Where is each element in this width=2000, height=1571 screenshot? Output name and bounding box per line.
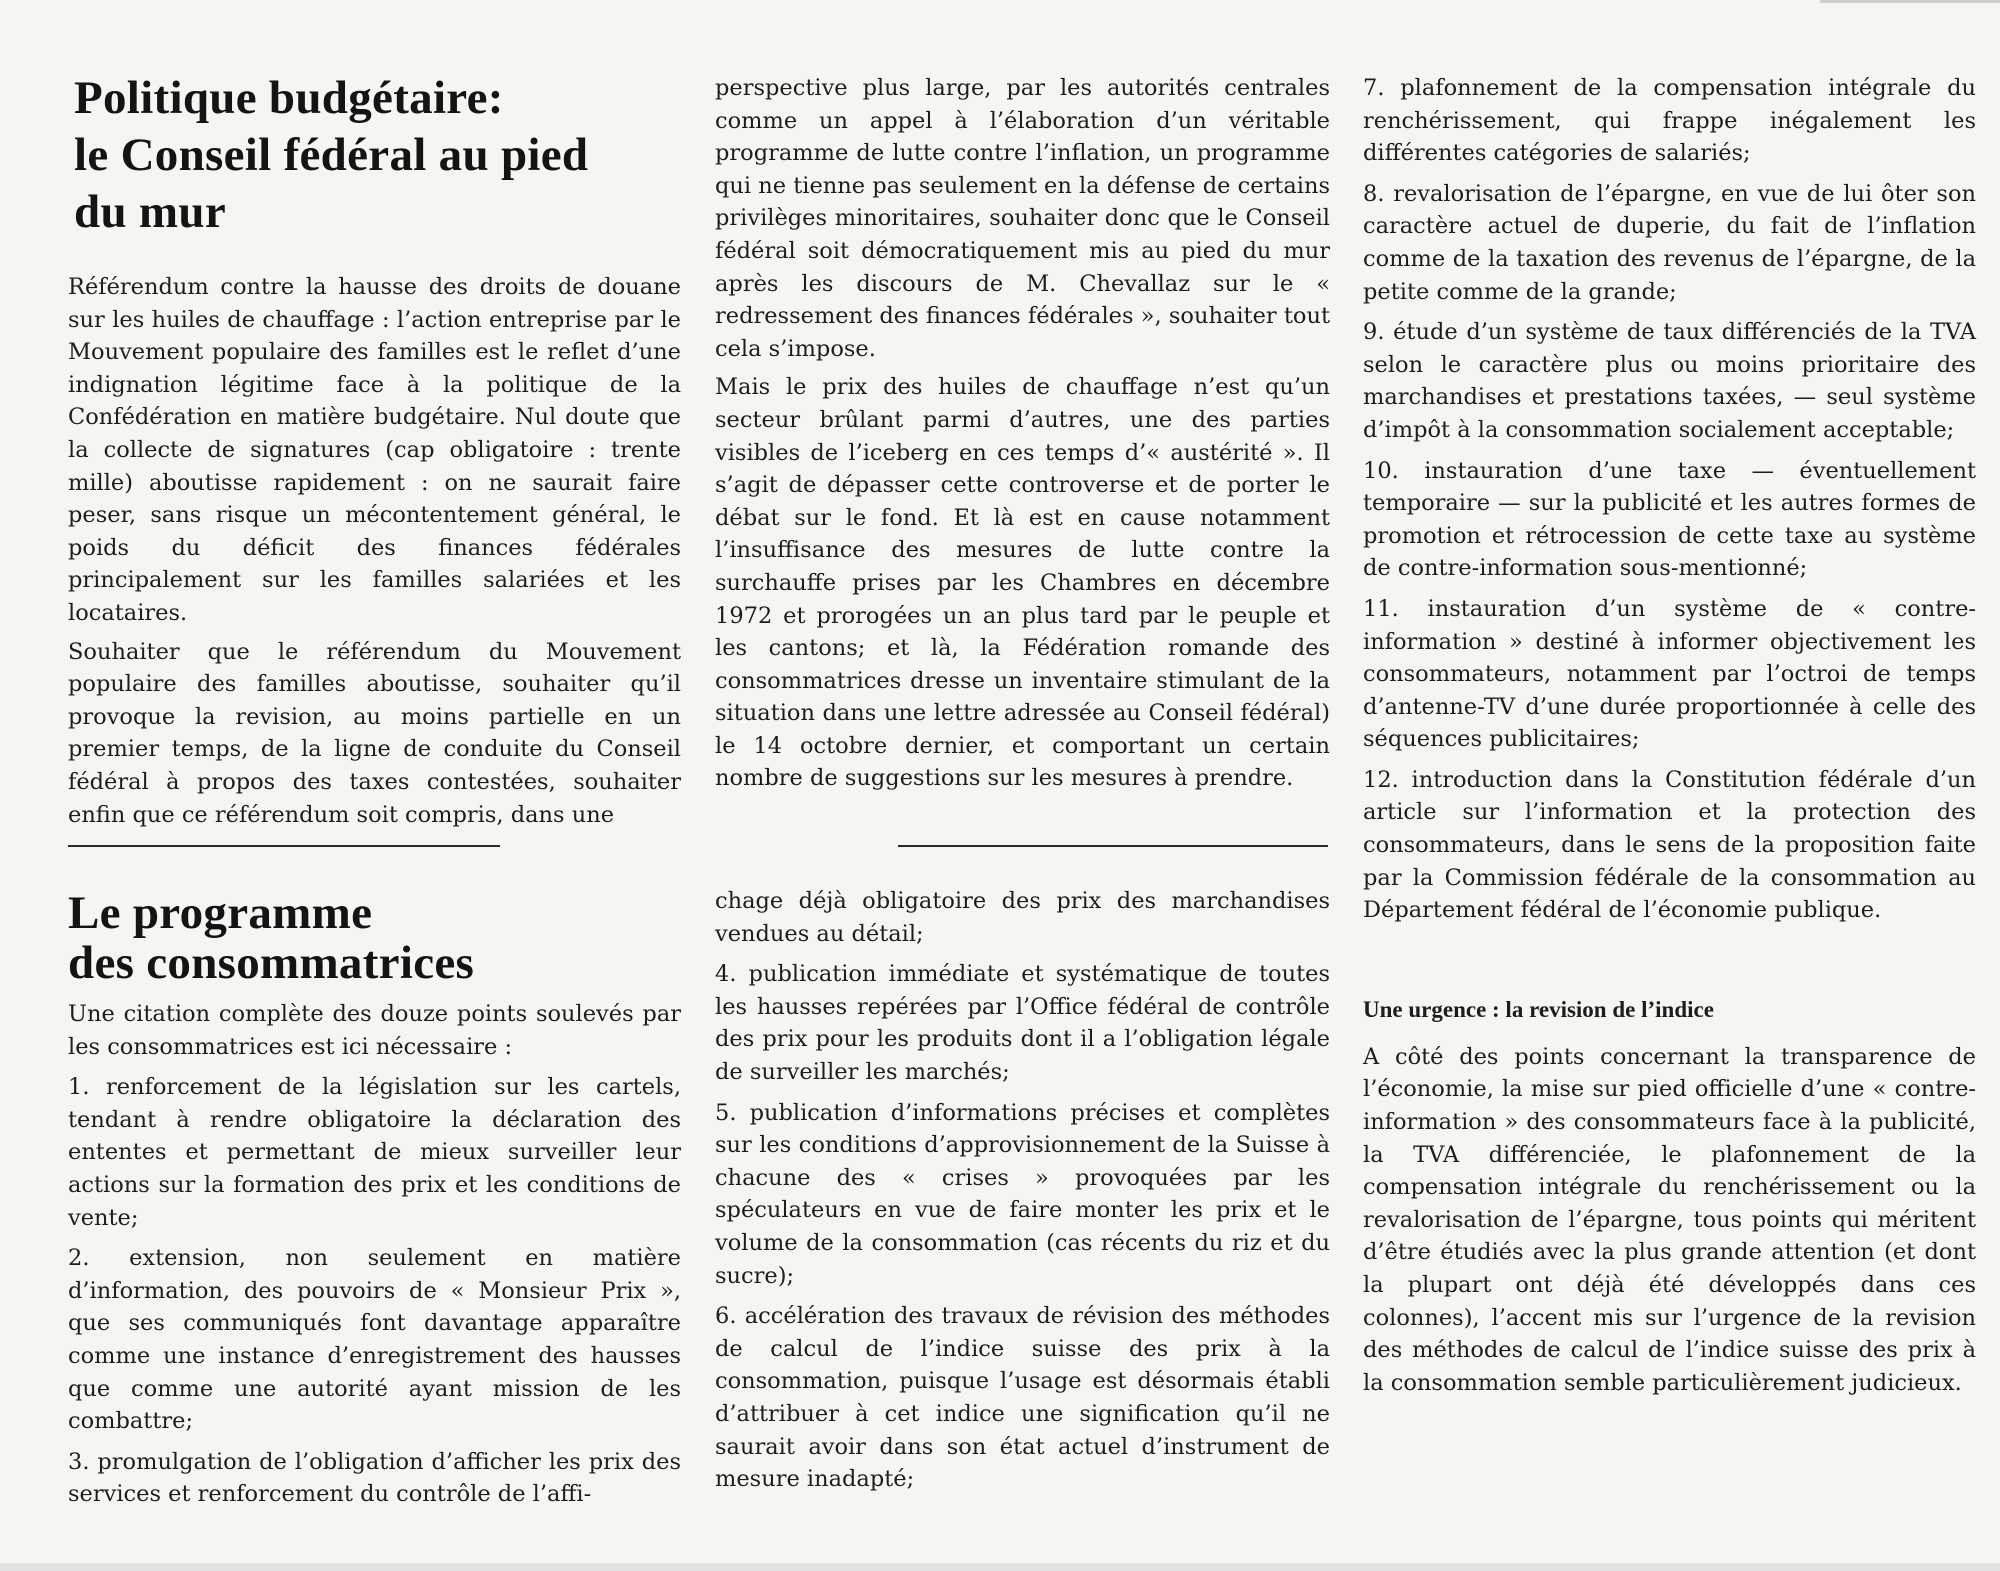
article1-column-left [68,70,681,837]
article1-column-middle [715,72,1330,801]
list-item: 11. instauration d’un système de « contre-information » destiné à informer objectivement les consommateurs, notamment par l’octroi de temps d’antenne-TV d’une durée proportionnée à celle des séquences publicitaires; [1363,595,1976,753]
section-divider-middle [898,845,1328,847]
list-item: 4. publication immédiate et systématique de toutes les hausses repérées par l’Office fédéral de contrôle des prix pour les produits dont il a l’obligation légale de surveiller les marchés; [715,961,1330,1085]
article1-title-line3: du mur [74,186,226,238]
article2-subheading: Une urgence : la revision de l’indice [1363,996,1714,1022]
scan-edge-top [1820,0,2000,3]
article1-title [74,70,681,241]
article1-paragraph: Référendum contre la hausse des droits de douane sur les huiles de chauffage : l’action entreprise par le Mouvement populaire des familles est le reflet d’une indignation légitime face à la politique de la Confédération en matière budgétaire. Nul doute que la collecte de signatures (cap obligatoire : trente mille) aboutisse rapidement : on ne saurait faire peser, sans risque un mécontentement général, le poids du déficit des finances fédérales principalement sur les familles salariées et les locataires. [68,274,681,626]
article2-column-middle [715,885,1330,1504]
article2-conclusion: A côté des points concernant la transparence de l’économie, la mise sur pied officielle d’une « contre-information » des consommateurs face à la publicité, la TVA différenciée, le plafonnement de la compensation intégrale du renchérissement ou la revalorisation de l’épargne, tous points qui méritent d’être étudiés avec la plus grande attention (et dont la plupart ont déjà été développés dans ces colonnes), l’accent mis sur l’urgence de la revision des méthodes de calcul de l’indice suisse des prix à la consommation semble particulièrement judicieux. [1363,1043,1976,1396]
article2-column-left [68,888,681,1519]
article1-title-line1: Politique budgétaire: [74,72,504,124]
article1-paragraph: perspective plus large, par les autorités centrales comme un appel à l’élaboration d’un véritable programme de lutte contre l’inflation, un programme qui ne tienne pas seulement en la défense de certains privilèges minoritaires, souhaiter donc que le Conseil fédéral soit démocratiquement mis au pied du mur après les discours de M. Chevallaz sur le « redressement des finances fédérales », souhaiter tout cela s’impose. [715,75,1330,362]
list-item: 1. renforcement de la législation sur les cartels, tendant à rendre obligatoire la déclaration des ententes et permettant de mieux surveiller leur actions sur la formation des prix et les conditions de vente; [68,1074,681,1231]
article2-title [68,888,681,988]
section-divider-left [68,845,500,847]
list-item: 10. instauration d’une taxe — éventuellement temporaire — sur la publicité et les autres formes de promotion et rétrocession de cette taxe au système de contre-information sous-mentionné; [1363,457,1976,582]
list-item: 6. accélération des travaux de révision des méthodes de calcul de l’indice suisse des prix à la consommation, puisque l’usage est désormais établi d’attribuer à cet indice une signification qu’il ne saurait avoir dans son état actuel d’instrument de mesure inadapté; [715,1303,1330,1493]
article2-intro: Une citation complète des douze points soulevés par les consommatrices est ici nécessaire : [68,1001,681,1060]
article2-column-right [1363,72,1976,1407]
article2-title-line2: des consommatrices [68,937,475,989]
scan-edge-bottom [0,1563,2000,1571]
article1-paragraph: Souhaiter que le référendum du Mouvement populaire des familles aboutisse, souhaiter qu’il provoque la revision, au moins partielle en un premier temps, de la ligne de conduite du Conseil fédéral à propos des taxes contestées, souhaiter enfin que ce référendum soit compris, dans une [68,638,681,828]
list-item: chage déjà obligatoire des prix des marchandises vendues au détail; [715,888,1330,947]
article2-title-line1: Le programme [68,887,373,939]
article1-title-line2: le Conseil fédéral au pied [74,129,589,181]
list-item: 3. promulgation de l’obligation d’afficher les prix des services et renforcement du contrôle de l’affi- [68,1448,681,1508]
list-item: 8. revalorisation de l’épargne, en vue de lui ôter son caractère actuel de duperie, du fait de l’inflation comme de la taxation des revenus de l’épargne, de la petite comme de la grande; [1363,180,1976,305]
list-item: 7. plafonnement de la compensation intégrale du renchérissement, qui frappe inégalement les différentes catégories de salariés; [1363,75,1976,167]
list-item: 5. publication d’informations précises et complètes sur les conditions d’approvisionnement de la Suisse à chacune des « crises » provoquées par les spéculateurs en vue de faire monter les prix et le volume de la consommation (cas récents du riz et du sucre); [715,1099,1330,1289]
list-item: 2. extension, non seulement en matière d’information, des pouvoirs de « Monsieur Prix », que ses communiqués font davantage apparaître comme une instance d’enregistrement des hausses que comme une autorité ayant mission de les combattre; [68,1245,681,1435]
list-item: 9. étude d’un système de taux différenciés de la TVA selon le caractère plus ou moins prioritaire des marchandises et prestations taxées, — seul système d’impôt à la consommation socialement acceptable; [1363,319,1976,443]
article1-paragraph: Mais le prix des huiles de chauffage n’est qu’un secteur brûlant parmi d’autres, une des parties visibles de l’iceberg en ces temps d’« austérité ». Il s’agit de dépasser cette controverse et de porter le débat sur le fond. Et là est en cause notamment l’insuffisance des mesures de lutte contre la surchauffe prises par les Chambres en décembre 1972 et prorogées un an plus tard par le peuple et les cantons; et là, la Fédération romande des consommatrices dresse un inventaire stimulant de la situation dans une lettre adressée au Conseil fédéral) le 14 octobre dernier, et comportant un certain nombre de suggestions sur les mesures à prendre. [715,374,1330,792]
list-item: 12. introduction dans la Constitution fédérale d’un article sur l’information et la protection des consommateurs, dans le sens de la proposition faite par la Commission fédérale de la consommation au Département fédéral de l’économie publique. [1363,766,1976,924]
